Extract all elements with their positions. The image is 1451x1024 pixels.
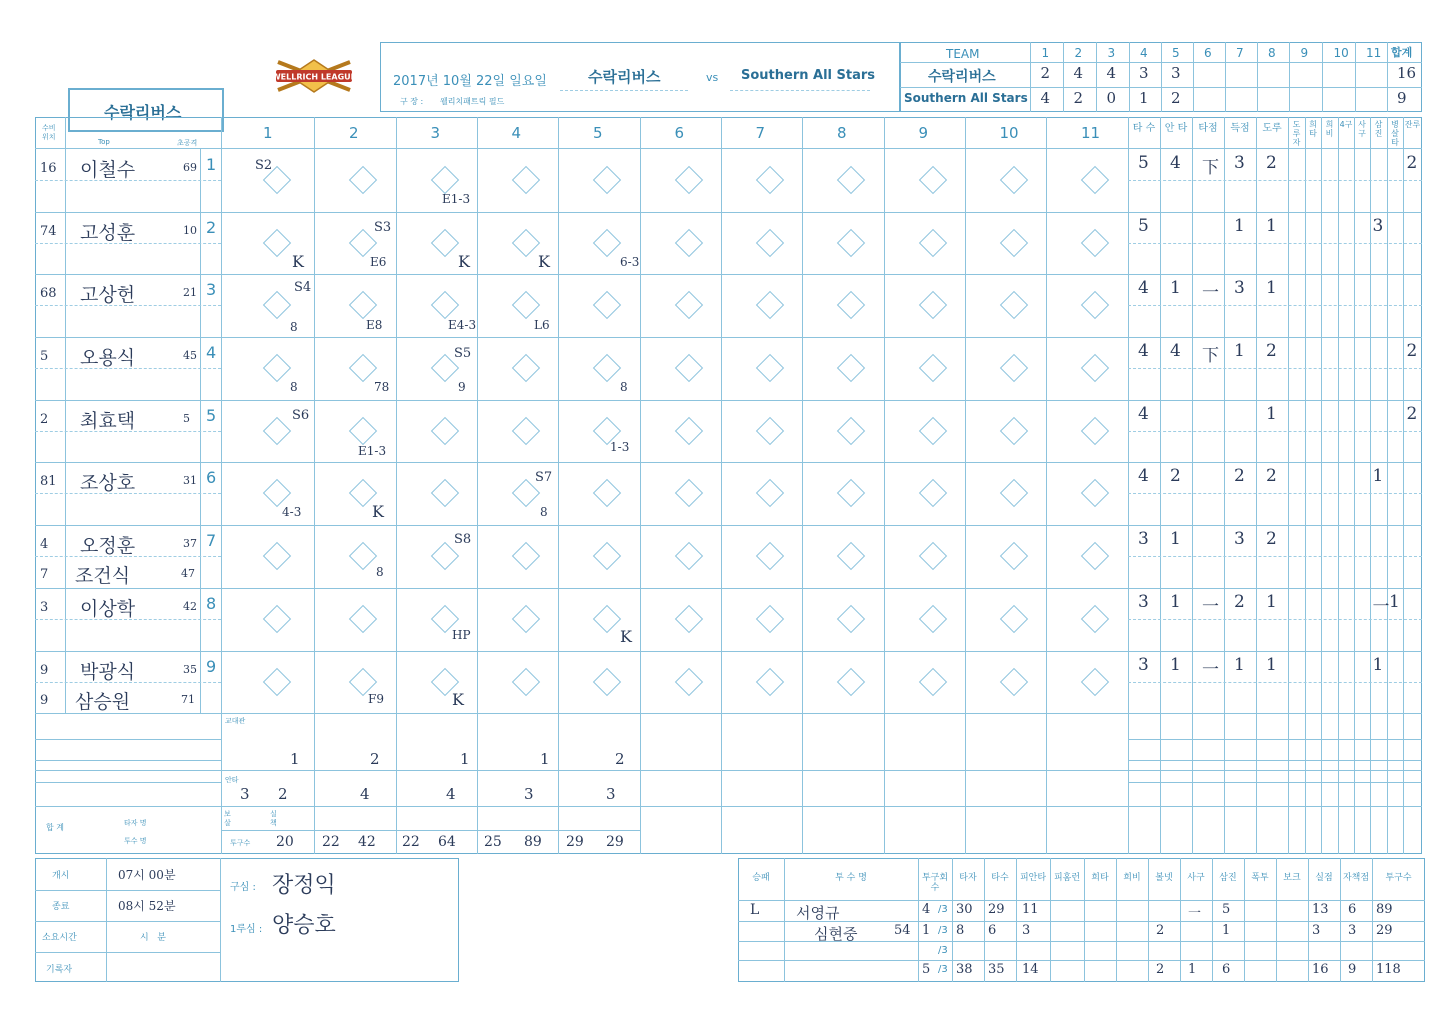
pitching-num: 54 <box>894 923 911 938</box>
stat-header: 희비 <box>1325 120 1334 138</box>
linescore-total: 16 <box>1397 64 1417 82</box>
hits-value: 3 <box>240 785 250 803</box>
pitching-ab: 29 <box>988 902 1005 917</box>
batter-stat: 2 <box>1170 466 1181 486</box>
stat-header: 삼진 <box>1374 120 1383 138</box>
play-mark: 8 <box>540 505 548 519</box>
play-mark: K <box>452 690 464 709</box>
pitching-ip-frac: /3 <box>938 945 948 956</box>
pitching-hbp: 一 <box>1188 906 1202 921</box>
pitching-r: 16 <box>1312 962 1329 977</box>
play-mark: S8 <box>454 532 472 547</box>
recorder-label: 기록자 <box>46 965 73 975</box>
pitching-ab: 35 <box>988 962 1005 977</box>
pitching-ab: 6 <box>988 923 997 938</box>
linescore-inning-4: 4 <box>1140 46 1148 60</box>
batter-stat: 2 <box>1406 404 1418 424</box>
play-mark: 8 <box>620 380 628 394</box>
first-umpire-label: 1루심 : <box>230 924 263 935</box>
position-header: 수비 위치 <box>42 124 56 141</box>
batter-stat: 3 <box>1234 278 1245 298</box>
sub-position: 7 <box>40 567 49 582</box>
batter-stat: 1 <box>1234 655 1245 675</box>
batter-stat: 1 <box>1170 655 1181 675</box>
pitching-ip: 5 <box>922 962 931 977</box>
stat-header: 타점 <box>1198 123 1218 134</box>
linescore-run: 4 <box>1106 64 1117 82</box>
batter-number: 69 <box>183 161 197 174</box>
pitching-header: 투 수 명 <box>835 873 867 883</box>
linescore-inning-8: 8 <box>1268 46 1276 60</box>
linescore-inning-10: 10 <box>1333 46 1349 60</box>
batter-name: 이상학 <box>80 598 136 620</box>
batter-stat: 1 <box>1389 592 1400 612</box>
batting-order: 6 <box>206 468 217 487</box>
play-mark: 8 <box>290 320 298 334</box>
batter-name: 최효택 <box>80 410 136 432</box>
start-label: 개시 <box>52 871 70 881</box>
batter-stat: 3 <box>1138 655 1149 675</box>
totals-batter-label: 타자 명 <box>124 819 147 827</box>
pitching-np: 118 <box>1376 962 1401 977</box>
linescore-total: 9 <box>1397 89 1407 107</box>
batter-stat: 2 <box>1266 341 1277 361</box>
gyodae-label: 교대관 <box>225 717 246 725</box>
inning-header-8: 8 <box>837 124 847 142</box>
play-mark: 78 <box>374 380 390 394</box>
pitching-ip-frac: /3 <box>938 964 948 975</box>
play-mark: F9 <box>368 692 384 706</box>
pitching-name: 심현중 <box>814 925 858 943</box>
pitching-r: 13 <box>1312 902 1329 917</box>
batter-stat: 4 <box>1138 341 1149 361</box>
batter-stat: 2 <box>1266 466 1277 486</box>
inning-header-9: 9 <box>918 124 929 142</box>
pitching-header: 삼진 <box>1219 873 1237 883</box>
play-mark: 8 <box>376 565 384 579</box>
pitching-bf: 8 <box>956 923 965 938</box>
bosa-label: 보살 <box>224 810 231 827</box>
linescore-run: 1 <box>1139 89 1149 107</box>
lineup-team-name: 수락리버스 <box>104 103 182 122</box>
pitching-np: 29 <box>1376 923 1393 938</box>
inning-header-10: 10 <box>999 124 1019 142</box>
stat-header: 도루자 <box>1292 120 1301 147</box>
pitching-header: 자책점 <box>1342 873 1370 883</box>
pitching-header: 피홈런 <box>1053 873 1081 883</box>
batter-number: 10 <box>183 224 197 237</box>
batter-stat: 2 <box>1234 592 1245 612</box>
first-umpire-name: 양승호 <box>272 913 336 938</box>
pitch-count-value: 29 <box>606 834 624 850</box>
play-mark: S5 <box>454 346 472 361</box>
linescore-run: 0 <box>1106 89 1117 107</box>
umpire-label: 구심 : <box>230 882 256 893</box>
totals-label: 합 계 <box>46 823 64 832</box>
batter-position: 68 <box>40 286 57 301</box>
inning-header-4: 4 <box>511 124 522 142</box>
pitch-count-value: 22 <box>402 834 420 850</box>
pitching-so: 1 <box>1222 923 1231 938</box>
pitching-header: 희비 <box>1123 873 1141 883</box>
batter-name: 오용식 <box>80 347 136 369</box>
batter-position: 5 <box>40 349 49 364</box>
linescore-run: 4 <box>1073 64 1084 82</box>
batter-number: 42 <box>183 600 197 613</box>
play-mark: S6 <box>292 408 310 423</box>
batter-stat: 3 <box>1372 216 1384 236</box>
end-time: 08시 52분 <box>118 899 176 913</box>
batter-stat: 4 <box>1138 466 1149 486</box>
pitching-header: 실점 <box>1315 873 1333 883</box>
batting-order: 4 <box>206 343 217 362</box>
pitch-count-value: 29 <box>566 834 584 850</box>
pitch-count-label: 투구수 <box>230 839 251 847</box>
batting-order: 1 <box>206 155 217 174</box>
batter-stat: 1 <box>1266 404 1277 424</box>
stat-header: 사구 <box>1358 120 1366 138</box>
stat-header: 희타 <box>1309 120 1317 138</box>
silchaek-label: 실책 <box>270 810 277 827</box>
linescore-inning-3: 3 <box>1107 46 1116 60</box>
pitching-h: 3 <box>1022 923 1031 938</box>
pitching-ip-frac: /3 <box>938 904 948 915</box>
batter-stat: 1 <box>1170 529 1181 549</box>
batter-name: 고성훈 <box>80 222 136 244</box>
pitching-so: 5 <box>1222 902 1231 917</box>
pitching-bb: 2 <box>1156 962 1165 977</box>
pitching-er: 3 <box>1348 923 1357 938</box>
umpire-name: 장정익 <box>272 873 336 898</box>
batter-number: 5 <box>183 412 190 425</box>
inning-header-1: 1 <box>263 124 273 142</box>
inning-header-6: 6 <box>674 124 685 142</box>
batting-order: 3 <box>206 280 217 299</box>
batter-stat: 4 <box>1170 341 1181 361</box>
top-header: Top <box>98 138 110 146</box>
play-mark: 4-3 <box>282 505 302 519</box>
pitch-count-value: 25 <box>484 834 502 850</box>
play-mark: HP <box>452 628 471 642</box>
inning-header-3: 3 <box>430 124 441 142</box>
stat-header: 타 수 <box>1132 123 1156 134</box>
logo-text: WELLRICH LEAGUE <box>271 72 357 82</box>
pitching-header: 희타 <box>1091 873 1109 883</box>
play-mark: S3 <box>374 220 392 235</box>
venue-name: 웰리치패트릭 필드 <box>440 97 505 106</box>
venue-label: 구 장 : <box>400 97 424 106</box>
linescore-inning-9: 9 <box>1300 46 1309 60</box>
pitching-header: 타수 <box>991 873 1009 883</box>
linescore-run: 2 <box>1073 89 1084 107</box>
batter-stat: 1 <box>1266 216 1277 236</box>
play-mark: 6-3 <box>620 255 640 269</box>
batter-position: 2 <box>40 412 49 427</box>
batter-stat: 1 <box>1266 278 1277 298</box>
away-team-name: Southern All Stars <box>741 68 876 83</box>
batting-order: 5 <box>206 406 217 425</box>
inning-header-5: 5 <box>593 124 603 142</box>
batter-stat: 1 <box>1170 592 1181 612</box>
play-mark: E1-3 <box>358 444 387 458</box>
duration-label: 소요시간 <box>42 933 77 943</box>
pitching-h: 14 <box>1022 962 1039 977</box>
batter-stat: 1 <box>1170 278 1181 298</box>
pitching-h: 11 <box>1022 902 1039 917</box>
inning-header-11: 11 <box>1081 124 1101 142</box>
pitching-header: 승패 <box>752 873 770 883</box>
end-label: 종료 <box>52 902 70 912</box>
start-time: 07시 00분 <box>118 868 176 882</box>
pitching-header: 투구회수 <box>921 873 949 893</box>
batter-name: 이철수 <box>80 159 136 181</box>
batter-stat: 一 <box>1372 597 1390 617</box>
batter-stat: 4 <box>1138 404 1149 424</box>
linescore-team-label: TEAM <box>946 47 980 61</box>
batting-order: 9 <box>206 657 217 676</box>
batter-stat: 一 <box>1202 283 1219 303</box>
play-mark: 9 <box>458 380 466 394</box>
linescore-home-team: 수락리버스 <box>928 69 996 85</box>
play-mark: K <box>538 252 550 271</box>
inning-header-7: 7 <box>755 124 766 142</box>
pitching-decision: L <box>750 902 760 918</box>
linescore-run: 3 <box>1139 64 1149 82</box>
sub-name: 삼승원 <box>75 691 131 713</box>
pitching-bb: 2 <box>1156 923 1165 938</box>
pitch-count-value: 22 <box>322 834 340 850</box>
back-header: 초공격 <box>177 139 198 147</box>
pitching-ip: 4 <box>922 902 931 917</box>
stat-header: 득점 <box>1230 123 1250 134</box>
batting-order: 8 <box>206 594 217 613</box>
batter-name: 조상호 <box>80 472 136 494</box>
pitching-header: 볼넷 <box>1155 873 1173 883</box>
batter-name: 오정훈 <box>80 535 136 557</box>
hits-value: 2 <box>278 785 288 803</box>
sub-number: 71 <box>181 693 195 706</box>
linescore-inning-5: 5 <box>1172 46 1180 60</box>
pitching-er: 6 <box>1348 902 1357 917</box>
batting-order: 2 <box>206 218 217 237</box>
pitching-header: 피안타 <box>1019 873 1047 883</box>
play-mark: K <box>372 502 384 521</box>
league-logo <box>268 58 360 94</box>
play-mark: 1-3 <box>610 440 630 454</box>
pitching-name: 서영규 <box>796 904 840 922</box>
batter-stat: 1 <box>1372 466 1384 486</box>
play-mark: K <box>458 252 470 271</box>
linescore-run: 2 <box>1040 64 1051 82</box>
batter-position: 4 <box>40 537 49 552</box>
totals-pitch-label: 투수 명 <box>124 837 147 845</box>
batter-stat: 5 <box>1138 216 1149 236</box>
pitching-bf: 30 <box>956 902 973 917</box>
play-mark: E8 <box>366 318 383 332</box>
pitching-so: 6 <box>1222 962 1231 977</box>
play-mark: K <box>292 252 304 271</box>
sub-position: 9 <box>40 693 49 708</box>
pitching-er: 9 <box>1348 962 1357 977</box>
pitching-header: 보크 <box>1283 873 1301 883</box>
pitching-bf: 38 <box>956 962 973 977</box>
duration-value: 시 분 <box>140 933 166 943</box>
stat-header: 도루 <box>1262 123 1282 134</box>
linescore-run: 2 <box>1171 89 1181 107</box>
play-mark: S2 <box>255 158 273 173</box>
batter-stat: 1 <box>1266 592 1277 612</box>
home-team-name: 수락리버스 <box>588 68 661 86</box>
play-mark: E6 <box>370 255 387 269</box>
batter-stat: 3 <box>1234 529 1245 549</box>
batting-grid <box>35 117 1422 854</box>
batter-name: 고상헌 <box>80 284 136 306</box>
batter-stat: 一 <box>1202 660 1219 680</box>
game-date: 2017년 10월 22일 일요일 <box>393 74 547 89</box>
hits-value: 3 <box>524 785 534 803</box>
batter-name: 박광식 <box>80 661 136 683</box>
linescore-inning-7: 7 <box>1236 46 1244 60</box>
play-mark: L6 <box>534 318 550 332</box>
lob-value: 1 <box>460 750 470 768</box>
pitching-hbp: 1 <box>1188 962 1197 977</box>
batting-order: 7 <box>206 531 217 550</box>
batter-stat: 3 <box>1138 592 1149 612</box>
linescore-total-header: 합계 <box>1391 46 1413 59</box>
lob-value: 2 <box>370 750 380 768</box>
batter-stat: 2 <box>1234 466 1245 486</box>
stat-header: 안 타 <box>1164 123 1188 134</box>
batter-number: 31 <box>183 474 197 487</box>
stat-header: 병살타 <box>1391 120 1399 147</box>
linescore-run: 3 <box>1171 64 1181 82</box>
play-mark: S7 <box>535 470 553 485</box>
sub-name: 조건식 <box>75 565 131 587</box>
lob-value: 1 <box>540 750 550 768</box>
lob-value: 2 <box>615 750 625 768</box>
batter-stat: 4 <box>1138 278 1149 298</box>
batter-stat: 1 <box>1372 655 1384 675</box>
pitching-ip: 1 <box>922 923 931 938</box>
batter-stat: 2 <box>1266 529 1277 549</box>
batter-stat: 一 <box>1202 597 1219 617</box>
pitching-np: 89 <box>1376 902 1393 917</box>
batter-stat: 2 <box>1406 153 1418 173</box>
linescore-inning-11: 11 <box>1366 46 1382 60</box>
batter-stat: 2 <box>1406 341 1418 361</box>
batter-position: 74 <box>40 224 57 239</box>
linescore-inning-6: 6 <box>1204 46 1212 60</box>
batter-stat: 下 <box>1202 158 1219 178</box>
batter-number: 45 <box>183 349 197 362</box>
play-mark: E1-3 <box>442 192 471 206</box>
batter-stat: 1 <box>1234 216 1245 236</box>
play-mark: K <box>620 627 632 646</box>
batter-position: 16 <box>40 161 57 176</box>
linescore-inning-2: 2 <box>1074 46 1083 60</box>
batter-stat: 4 <box>1170 153 1181 173</box>
pitch-count-value: 42 <box>358 834 376 850</box>
hits-value: 4 <box>446 785 456 803</box>
batter-stat: 3 <box>1138 529 1149 549</box>
lob-value: 1 <box>290 750 300 768</box>
pitching-header: 타자 <box>959 873 977 883</box>
batter-stat: 1 <box>1266 655 1277 675</box>
batter-stat: 1 <box>1234 341 1245 361</box>
pitching-header: 폭투 <box>1251 873 1269 883</box>
batter-position: 9 <box>40 663 49 678</box>
linescore-away-team: Southern All Stars <box>904 91 1028 105</box>
play-mark: S4 <box>294 280 312 295</box>
pitch-count-value: 20 <box>276 834 294 850</box>
batter-stat: 5 <box>1138 153 1149 173</box>
batter-number: 37 <box>183 537 197 550</box>
batter-position: 81 <box>40 474 57 489</box>
hits-value: 4 <box>360 785 370 803</box>
batter-stat: 3 <box>1234 153 1245 173</box>
batter-position: 3 <box>40 600 49 615</box>
pitch-count-value: 64 <box>438 834 456 850</box>
play-mark: 8 <box>290 380 298 394</box>
vs-label: vs <box>706 71 719 84</box>
linescore-run: 4 <box>1040 89 1051 107</box>
pitching-header: 사구 <box>1187 873 1205 883</box>
inning-header-2: 2 <box>349 124 359 142</box>
pitching-header: 투구수 <box>1385 873 1412 883</box>
sub-number: 47 <box>181 567 195 580</box>
hits-value: 3 <box>606 785 616 803</box>
stat-header: 4구 <box>1339 120 1353 129</box>
stat-header: 잔루 <box>1404 120 1421 129</box>
pitching-ip-frac: /3 <box>938 925 948 936</box>
play-mark: E4-3 <box>448 318 477 332</box>
linescore-inning-1: 1 <box>1041 46 1050 60</box>
batter-stat: 2 <box>1266 153 1277 173</box>
batter-number: 35 <box>183 663 197 676</box>
anta-label: 안타 <box>225 776 239 784</box>
pitch-count-value: 89 <box>524 834 542 850</box>
pitching-r: 3 <box>1312 923 1321 938</box>
batter-number: 21 <box>183 286 197 299</box>
batter-stat: 下 <box>1202 346 1219 366</box>
